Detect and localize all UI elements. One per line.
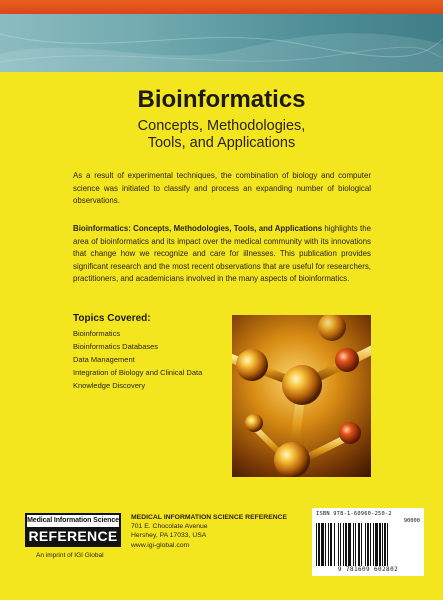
topics-heading: Topics Covered: xyxy=(73,313,151,324)
publisher-name: MEDICAL INFORMATION SCIENCE REFERENCE xyxy=(131,514,288,521)
price-code: 90000 xyxy=(403,518,420,524)
publisher-website: www.igi-global.com xyxy=(131,541,190,549)
publisher-logo xyxy=(25,513,121,547)
topic-item: Knowledge Discovery xyxy=(73,381,146,390)
barcode-bars xyxy=(316,523,420,566)
topics-list xyxy=(73,327,202,392)
top-teal-band xyxy=(0,14,443,72)
book-subtitle-line2: Tools, and Applications xyxy=(147,135,296,151)
topic-item: Bioinformatics xyxy=(73,329,121,338)
description-paragraph-2 xyxy=(73,223,371,286)
isbn-barcode xyxy=(312,508,424,576)
description-paragraph-1: As a result of experimental techniques, the combination of biology and computer science was initiated to classify and process an expanding number of biological observations. xyxy=(73,171,371,205)
logo-top-text: Medical Information Science xyxy=(27,515,119,527)
logo-bottom-text: REFERENCE xyxy=(28,528,118,544)
top-orange-band xyxy=(0,0,443,14)
topic-item: Integration of Biology and Clinical Data xyxy=(73,368,203,377)
description-paragraph-2-title: Bioinformatics: Concepts, Methodologies, Tools, and Applications xyxy=(73,224,323,233)
topic-item: Bioinformatics Databases xyxy=(73,342,159,351)
barcode-digits: 9 781609 602802 xyxy=(337,566,399,573)
imprint-text: An imprint of IGI Global xyxy=(36,552,104,559)
book-title: Bioinformatics xyxy=(137,86,306,113)
publisher-address-line2: Hershey, PA 17033, USA xyxy=(131,532,207,540)
wave-decoration xyxy=(0,14,443,72)
publisher-address-line1: 701 E. Chocolate Avenue xyxy=(131,523,208,531)
publisher-info xyxy=(131,513,287,550)
molecule-image xyxy=(232,315,371,477)
description-paragraph-2-text: highlights the area of bioinformatics and its impact over the medical community with its innovations that change how we recognize and care for illnesses. This publication provides significant research and the most recent observations that are useful for researchers, practitioners, and academicians involved in the many aspects of bioinformatics. xyxy=(73,224,371,283)
topic-item: Data Management xyxy=(73,355,135,364)
book-subtitle-line1: Concepts, Methodologies, xyxy=(137,118,306,134)
isbn-number: ISBN 978-1-60960-250-2 xyxy=(316,511,392,517)
